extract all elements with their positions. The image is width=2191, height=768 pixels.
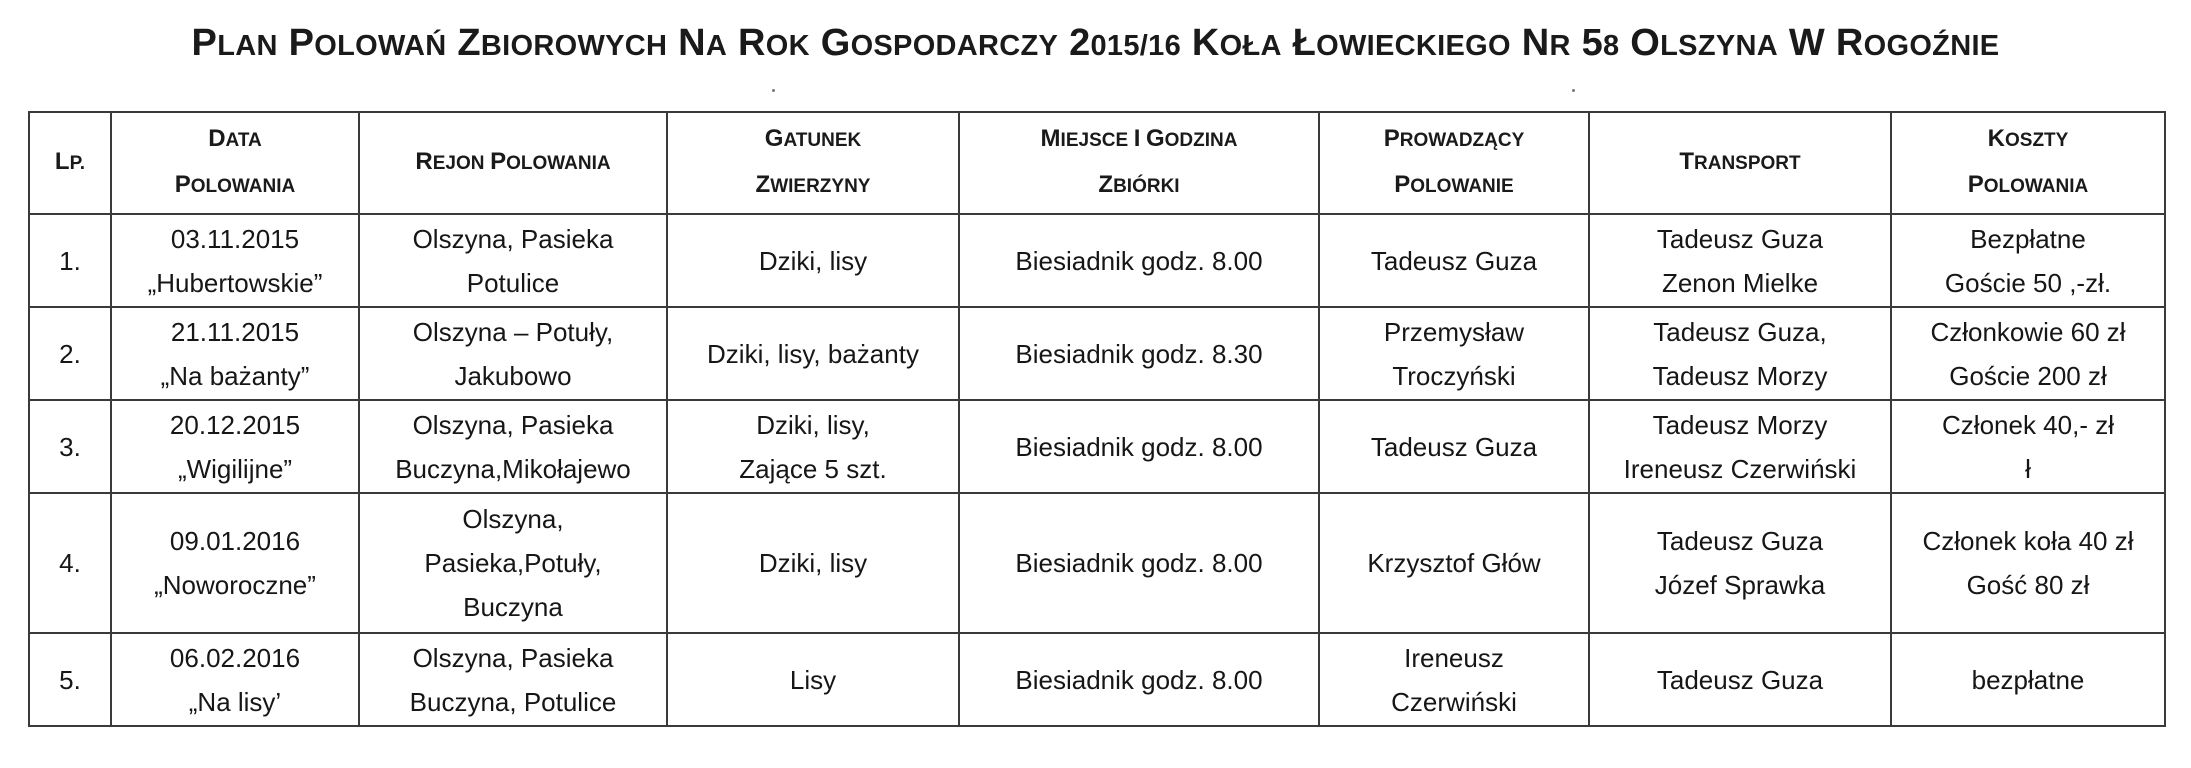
- cell-transport: Tadeusz Guza Zenon Mielke: [1589, 214, 1891, 307]
- table-row: [29, 214, 2165, 307]
- cell-transport: Tadeusz Morzy Ireneusz Czerwiński: [1589, 400, 1891, 493]
- cell-region: Olszyna, Pasieka Potulice: [359, 214, 667, 307]
- cell-leader: Tadeusz Guza: [1319, 214, 1589, 307]
- cell-cost: Członek koła 40 zł Gość 80 zł: [1891, 493, 2165, 633]
- cell-leader: Tadeusz Guza: [1319, 400, 1589, 493]
- cell-place: Biesiadnik godz. 8.30: [959, 307, 1319, 400]
- cell-date: 06.02.2016 „Na lisy’: [111, 633, 359, 726]
- table-row: [29, 400, 2165, 493]
- scan-speck: [772, 89, 775, 92]
- cell-region: Olszyna, Pasieka,Potuły, Buczyna: [359, 493, 667, 633]
- cell-transport: Tadeusz Guza, Tadeusz Morzy: [1589, 307, 1891, 400]
- cell-cost: Bezpłatne Goście 50 ,-zł.: [1891, 214, 2165, 307]
- cell-leader: Krzysztof Głów: [1319, 493, 1589, 633]
- cell-species: Dziki, lisy, bażanty: [667, 307, 959, 400]
- cell-cost: bezpłatne: [1891, 633, 2165, 726]
- cell-lp: 1.: [29, 214, 111, 307]
- cell-date: 21.11.2015 „Na bażanty”: [111, 307, 359, 400]
- cell-lp: 4.: [29, 493, 111, 633]
- cell-place: Biesiadnik godz. 8.00: [959, 633, 1319, 726]
- scan-speck: [1572, 89, 1575, 92]
- cell-place: Biesiadnik godz. 8.00: [959, 214, 1319, 307]
- table-row: [29, 493, 2165, 633]
- header-region: REJON POLOWANIA: [359, 112, 667, 214]
- cell-lp: 2.: [29, 307, 111, 400]
- header-leader: PROWADZĄCY POLOWANIE: [1319, 112, 1589, 214]
- header-cost: KOSZTY POLOWANIA: [1891, 112, 2165, 214]
- hunt-plan-table: [28, 111, 2166, 727]
- header-date: DATA POLOWANIA: [111, 112, 359, 214]
- header-transport: TRANSPORT: [1589, 112, 1891, 214]
- cell-region: Olszyna – Potuły, Jakubowo: [359, 307, 667, 400]
- cell-cost: Członkowie 60 zł Goście 200 zł: [1891, 307, 2165, 400]
- cell-date: 20.12.2015 „Wigilijne”: [111, 400, 359, 493]
- header-species: GATUNEK ZWIERZYNY: [667, 112, 959, 214]
- cell-lp: 5.: [29, 633, 111, 726]
- header-place: MIEJSCE I GODZINA ZBIÓRKI: [959, 112, 1319, 214]
- cell-region: Olszyna, Pasieka Buczyna, Potulice: [359, 633, 667, 726]
- cell-species: Lisy: [667, 633, 959, 726]
- cell-species: Dziki, lisy, Zające 5 szt.: [667, 400, 959, 493]
- cell-transport: Tadeusz Guza: [1589, 633, 1891, 726]
- table-header-row: [29, 112, 2165, 214]
- header-lp: LP.: [29, 112, 111, 214]
- cell-transport: Tadeusz Guza Józef Sprawka: [1589, 493, 1891, 633]
- cell-place: Biesiadnik godz. 8.00: [959, 400, 1319, 493]
- cell-place: Biesiadnik godz. 8.00: [959, 493, 1319, 633]
- page-title: PLAN POLOWAŃ ZBIOROWYCH NA ROK GOSPODARCZY 2015/16 KOŁA ŁOWIECKIEGO NR 58 OLSZYNA W ROGOŹNIE: [191, 22, 2000, 64]
- cell-leader: Przemysław Troczyński: [1319, 307, 1589, 400]
- cell-lp: 3.: [29, 400, 111, 493]
- cell-leader: Ireneusz Czerwiński: [1319, 633, 1589, 726]
- cell-date: 03.11.2015 „Hubertowskie”: [111, 214, 359, 307]
- table-row: [29, 633, 2165, 726]
- table-row: [29, 307, 2165, 400]
- cell-region: Olszyna, Pasieka Buczyna,Mikołajewo: [359, 400, 667, 493]
- cell-species: Dziki, lisy: [667, 214, 959, 307]
- cell-species: Dziki, lisy: [667, 493, 959, 633]
- cell-date: 09.01.2016 „Noworoczne”: [111, 493, 359, 633]
- cell-cost: Członek 40,- zł ł: [1891, 400, 2165, 493]
